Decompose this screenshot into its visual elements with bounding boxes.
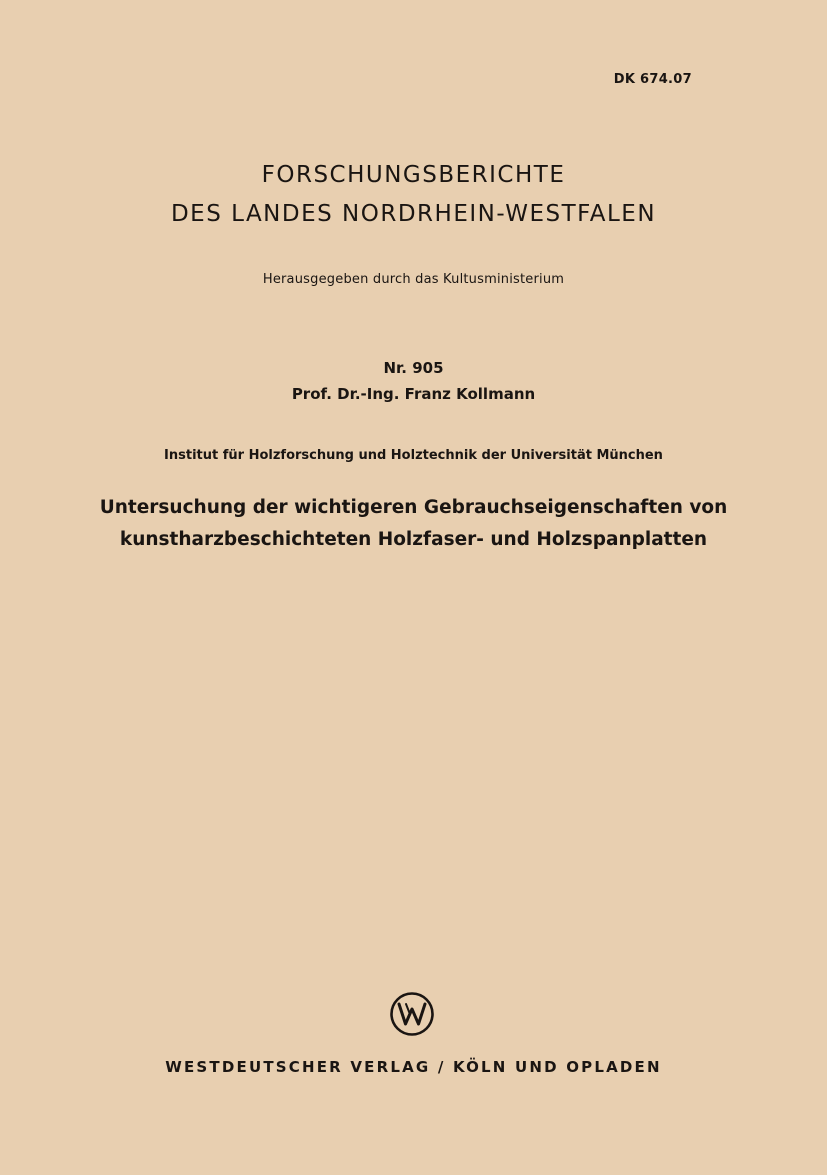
westdeutscher-verlag-w-logo-icon bbox=[389, 991, 435, 1037]
institute-name: Institut für Holzforschung und Holztechnik der Universität München bbox=[164, 448, 663, 463]
series-title-line-1: FORSCHUNGSBERICHTE bbox=[261, 162, 566, 188]
report-title-line-1: Untersuchung der wichtigeren Gebrauchseigenschaften von bbox=[99, 497, 728, 518]
report-number: Nr. 905 bbox=[383, 359, 444, 377]
report-title-line-2: kunstharzbeschichteten Holzfaser- und Holzspanplatten bbox=[119, 529, 708, 550]
editor-note: Herausgegeben durch das Kultusministerium bbox=[262, 272, 565, 287]
author-name: Prof. Dr.-Ing. Franz Kollmann bbox=[291, 385, 536, 403]
series-title-line-2: DES LANDES NORDRHEIN-WESTFALEN bbox=[170, 201, 657, 227]
dk-classification: DK 674.07 bbox=[613, 72, 692, 87]
publisher-imprint: WESTDEUTSCHER VERLAG / KÖLN UND OPLADEN bbox=[165, 1058, 662, 1076]
